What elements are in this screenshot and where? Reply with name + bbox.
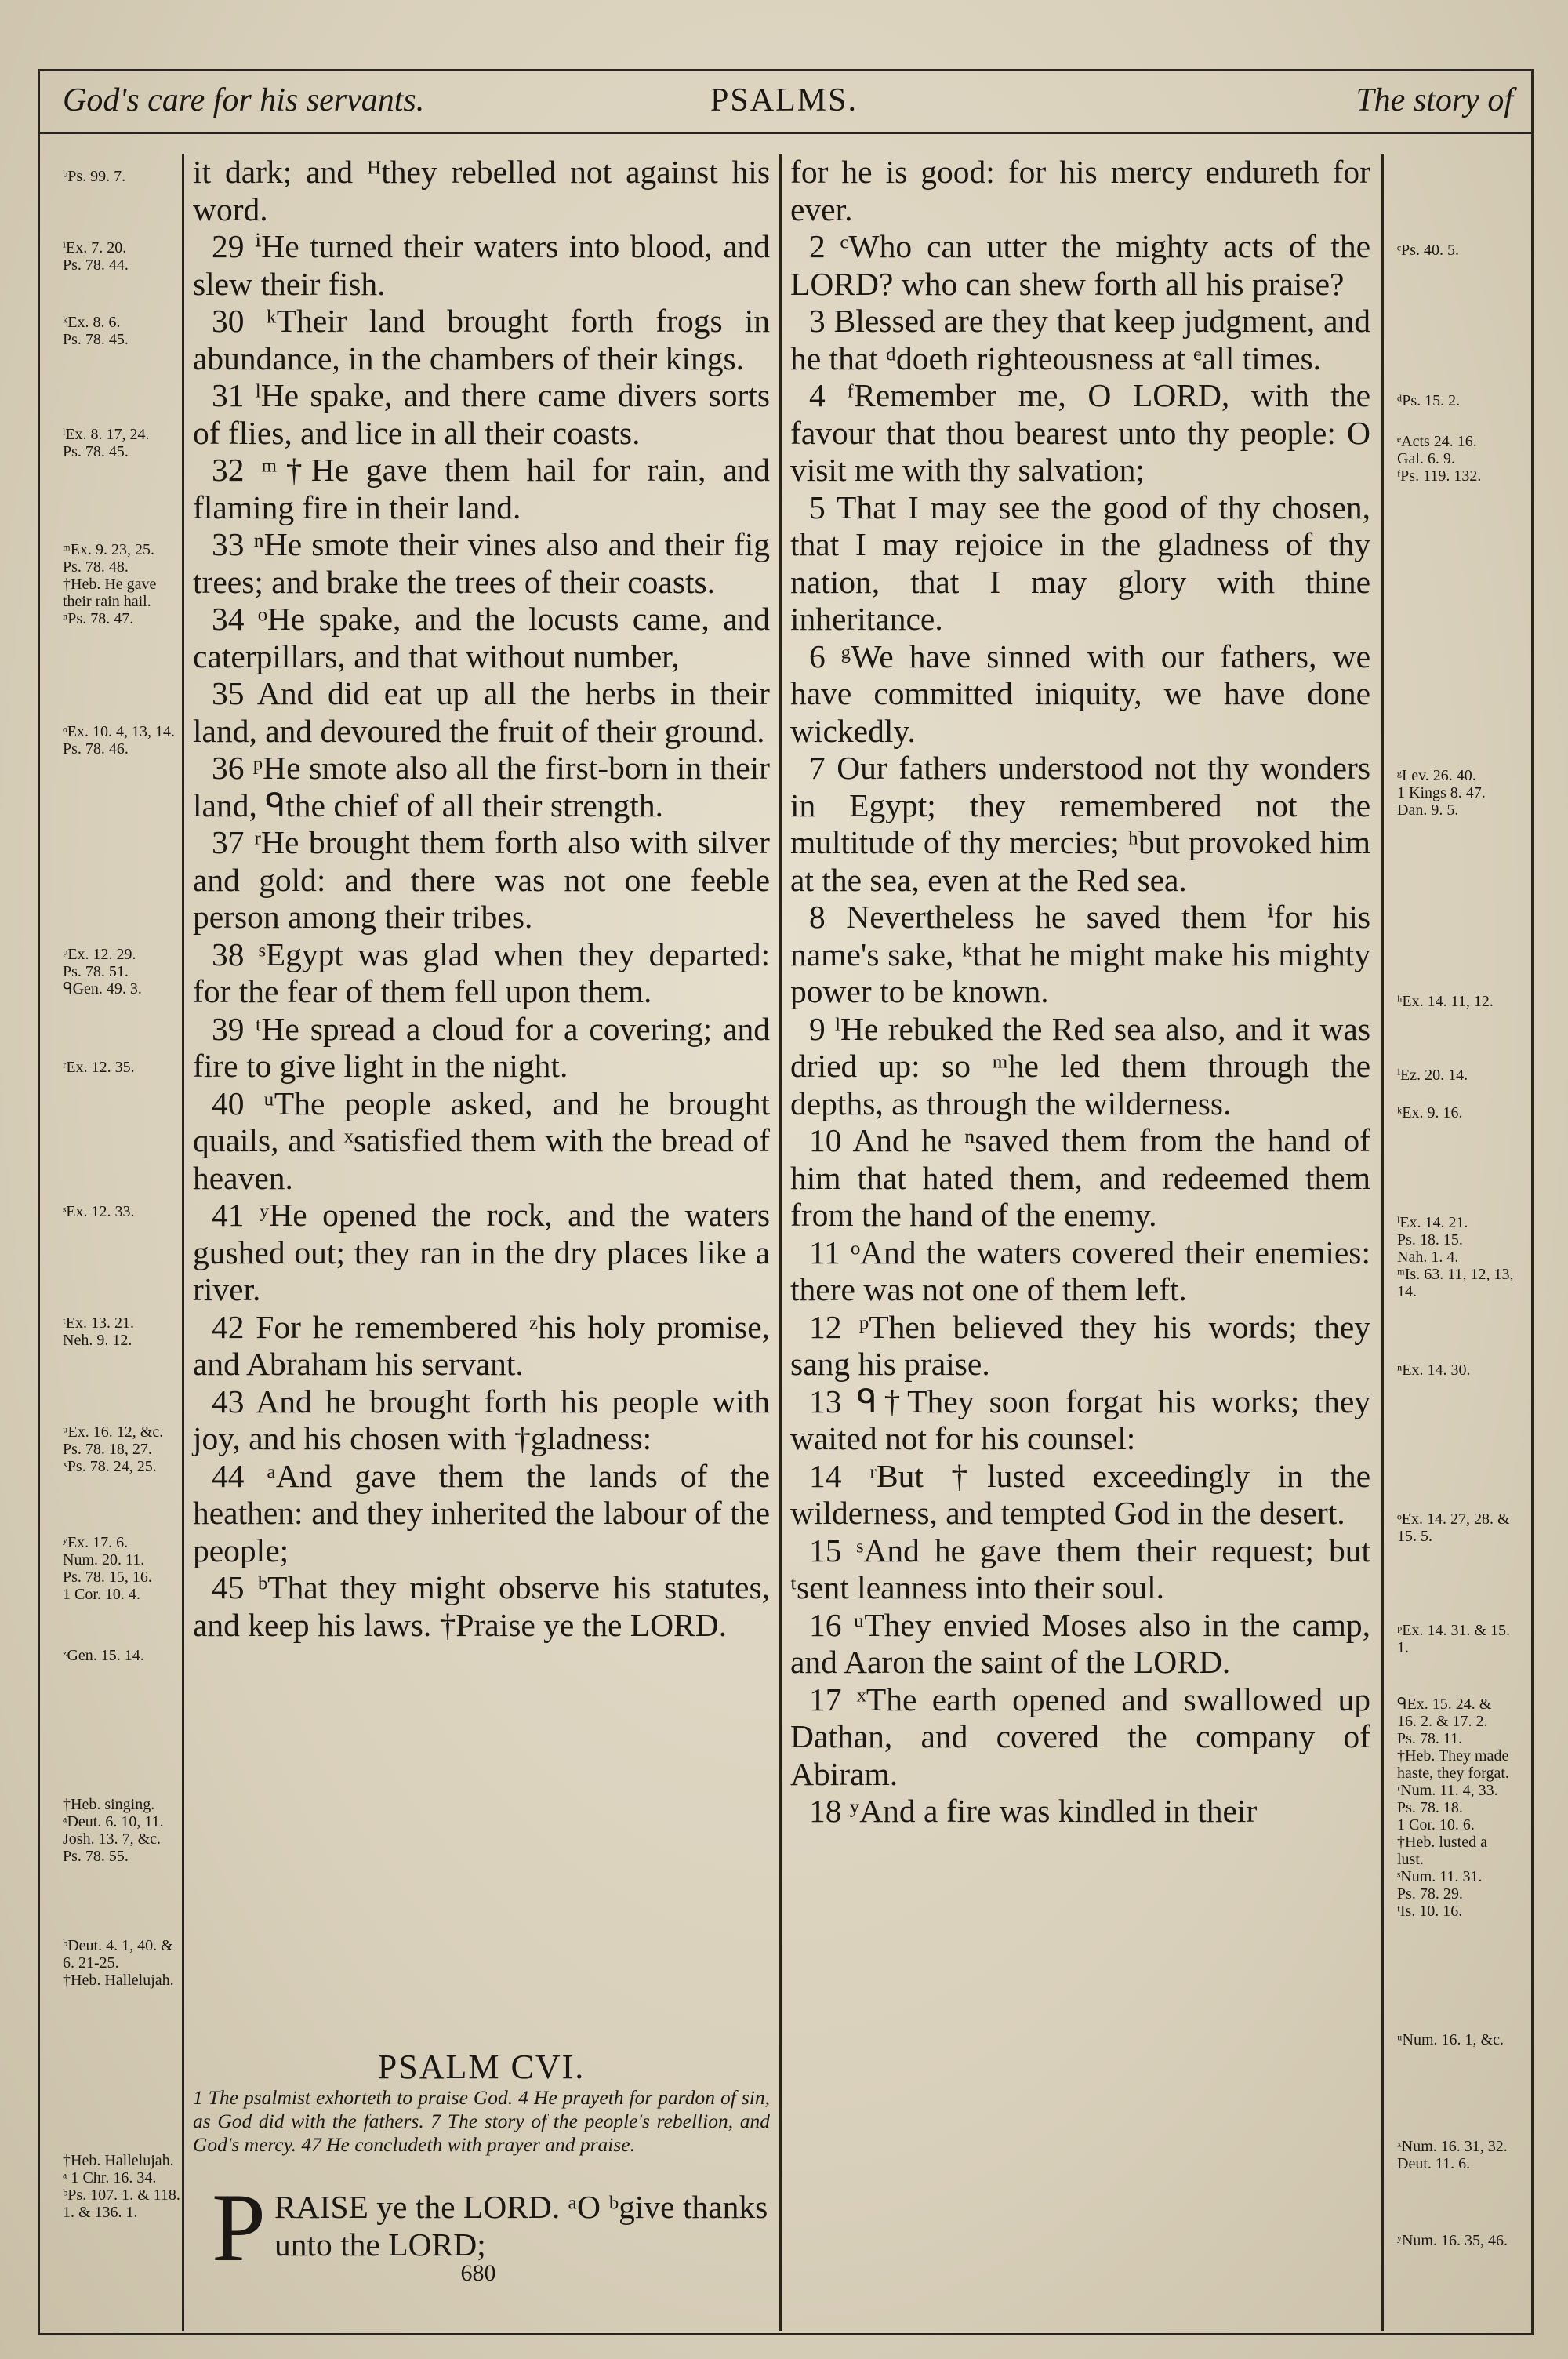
- cross-reference: ⁿEx. 14. 30.: [1397, 1361, 1471, 1379]
- left-text-column: [193, 154, 770, 1644]
- verse: 15 ˢAnd he gave them their request; but ᵗsent leanness into their soul.: [790, 1532, 1370, 1605]
- cross-reference: ᵐEx. 9. 23, 25. Ps. 78. 48. †Heb. He gave their rain hail. ⁿPs. 78. 47.: [63, 541, 157, 627]
- verse: 16 ᵘThey envied Moses also in the camp, and Aaron the saint of the LORD.: [790, 1606, 1370, 1680]
- cross-reference: †Heb. singing. ᵃDeut. 6. 10, 11. Josh. 13. 7, &c. Ps. 78. 55.: [63, 1796, 164, 1865]
- verse: 6 ᵍWe have sinned with our fathers, we have committed iniquity, we have done wickedly.: [790, 638, 1370, 749]
- verse: 30 ᵏTheir land brought forth frogs in abundance, in the chambers of their kings.: [193, 303, 770, 376]
- cross-reference: ʳEx. 12. 35.: [63, 1059, 135, 1076]
- verse: 41 ʸHe opened the rock, and the waters gushed out; they ran in the dry places like a river.: [193, 1197, 770, 1307]
- cross-reference: ᵇDeut. 4. 1, 40. & 6. 21-25. †Heb. Hallelujah.: [63, 1937, 174, 1989]
- left-margin-rule: [182, 154, 184, 2331]
- cross-reference: ᵒEx. 14. 27, 28. & 15. 5.: [1397, 1510, 1510, 1545]
- cross-reference: ˡEx. 14. 21. Ps. 18. 15. Nah. 1. 4. ᵐIs. 63. 11, 12, 13, 14.: [1397, 1214, 1514, 1300]
- verse: 11 ᵒAnd the waters covered their enemies: there was not one of them left.: [790, 1234, 1370, 1307]
- verse: 36 ᵖHe smote also all the first-born in their land, ᑫthe chief of all their strength.: [193, 750, 770, 823]
- cross-reference: ᑫEx. 15. 24. & 16. 2. & 17. 2. Ps. 78. 11. †Heb. They made haste, they forgat. ʳNum. 11. 4, 33. Ps. 78. 18. 1 Cor. 10. 6. †Heb. lusted a lust. ˢNum. 11. 31. Ps. 78. 29. ᵗIs. 10. 16.: [1397, 1696, 1509, 1920]
- verse: 2 ᶜWho can utter the mighty acts of the LORD? who can shew forth all his praise?: [790, 228, 1370, 302]
- page-number: 680: [460, 2260, 496, 2286]
- cross-reference: ᶜPs. 40. 5.: [1397, 242, 1460, 259]
- right-text-column: [790, 154, 1370, 1830]
- verse: 9 ˡHe rebuked the Red sea also, and it was dried up: so ᵐhe led them through the depths, as through the wilderness.: [790, 1010, 1370, 1121]
- verse: 13 ᑫ†They soon forgat his works; they waited not for his counsel:: [790, 1383, 1370, 1456]
- verse: 31 ˡHe spake, and there came divers sorts of flies, and lice in all their coasts.: [193, 377, 770, 451]
- verse: 45 ᵇThat they might observe his statutes, and keep his laws. †Praise ye the LORD.: [193, 1569, 770, 1643]
- verse: 42 For he remembered ᶻhis holy promise, and Abraham his servant.: [193, 1308, 770, 1382]
- verse: 43 And he brought forth his people with joy, and his chosen with †gladness:: [193, 1383, 770, 1456]
- verse: 10 And he ⁿsaved them from the hand of him that hated them, and redeemed them from the hand of the enemy.: [790, 1122, 1370, 1233]
- verse: for he is good: for his mercy endureth for ever.: [790, 154, 1370, 227]
- cross-reference: ᵒEx. 10. 4, 13, 14. Ps. 78. 46.: [63, 723, 175, 758]
- verse: 29 ⁱHe turned their waters into blood, and slew their fish.: [193, 228, 770, 302]
- cross-reference: ᵗEx. 13. 21. Neh. 9. 12.: [63, 1314, 135, 1349]
- column-divider: [779, 154, 782, 2331]
- verse: 14 ʳBut †lusted exceedingly in the wilderness, and tempted God in the desert.: [790, 1457, 1370, 1531]
- cross-reference: ⁱEx. 7. 20. Ps. 78. 44.: [63, 239, 129, 274]
- cross-reference: ᵖEx. 14. 31. & 15. 1.: [1397, 1622, 1510, 1656]
- verse: 18 ʸAnd a fire was kindled in their: [809, 1793, 1258, 1829]
- cross-reference: ᵇPs. 99. 7.: [63, 168, 126, 185]
- cross-reference: ʸEx. 17. 6. Num. 20. 11. Ps. 78. 15, 16. 1 Cor. 10. 4.: [63, 1534, 152, 1603]
- verse: 7 Our fathers understood not thy wonders in Egypt; they remembered not the multitude of thy mercies; ʰbut provoked him at the sea, even at the Red sea.: [790, 750, 1370, 898]
- cross-reference: ʰEx. 14. 11, 12.: [1397, 993, 1494, 1010]
- verse: 5 That I may see the good of thy chosen, that I may rejoice in the gladness of thy nation, that I may glory with thine inheritance.: [790, 489, 1370, 637]
- verse: 44 ᵃAnd gave them the lands of the heathen: and they inherited the labour of the people;: [193, 1457, 770, 1568]
- verse: 38 ˢEgypt was glad when they departed: for the fear of them fell upon them.: [193, 936, 770, 1009]
- header-rule: [38, 132, 1534, 134]
- cross-reference: ᵘEx. 16. 12, &c. Ps. 78. 18, 27. ˣPs. 78. 24, 25.: [63, 1423, 164, 1475]
- verse: it dark; and ᴴthey rebelled not against his word.: [193, 154, 770, 227]
- psalm-opening-verse: RAISE ye the LORD. ᵃO ᵇgive thanks unto the LORD;: [274, 2189, 768, 2263]
- drop-cap: P: [212, 2174, 266, 2281]
- cross-reference: ⁱEz. 20. 14.: [1397, 1067, 1468, 1084]
- cross-reference: ᵖEx. 12. 29. Ps. 78. 51. ᑫGen. 49. 3.: [63, 946, 142, 998]
- verse: 17 ˣThe earth opened and swallowed up Dathan, and covered the company of Abiram.: [790, 1681, 1370, 1792]
- cross-reference: ʸNum. 16. 35, 46.: [1397, 2232, 1508, 2249]
- verse: 33 ⁿHe smote their vines also and their fig trees; and brake the trees of their coasts.: [193, 526, 770, 600]
- running-head-right: The story of: [1356, 82, 1513, 118]
- psalm-title: PSALM CVI.: [377, 2048, 586, 2086]
- book-title: PSALMS.: [710, 82, 858, 118]
- cross-reference: ᵏEx. 8. 6. Ps. 78. 45.: [63, 314, 129, 348]
- cross-reference: ᵍLev. 26. 40. 1 Kings 8. 47. Dan. 9. 5.: [1397, 767, 1486, 819]
- verse: 12 ᵖThen believed they his words; they sang his praise.: [790, 1308, 1370, 1382]
- right-margin-rule: [1381, 154, 1384, 2331]
- verse: 37 ʳHe brought them forth also with silver and gold: and there was not one feeble person among their tribes.: [193, 824, 770, 935]
- verse: 40 ᵘThe people asked, and he brought quails, and ˣsatisfied them with the bread of heaven.: [193, 1085, 770, 1196]
- running-head-left: God's care for his servants.: [63, 82, 425, 118]
- cross-reference: ᵏEx. 9. 16.: [1397, 1104, 1463, 1121]
- verse: 32 ᵐ†He gave them hail for rain, and flaming fire in their land.: [193, 452, 770, 525]
- verse: 8 Nevertheless he saved them ⁱfor his name's sake, ᵏthat he might make his mighty power to be known.: [790, 899, 1370, 1009]
- verse: 3 Blessed are they that keep judgment, and he that ᵈdoeth righteousness at ᵉall times.: [790, 303, 1370, 376]
- cross-reference: ˣNum. 16. 31, 32. Deut. 11. 6.: [1397, 2138, 1508, 2172]
- cross-reference: ᵘNum. 16. 1, &c.: [1397, 2031, 1504, 2048]
- cross-reference: ˡEx. 8. 17, 24. Ps. 78. 45.: [63, 426, 150, 460]
- verse: 35 And did eat up all the herbs in their land, and devoured the fruit of their ground.: [193, 675, 770, 749]
- cross-reference: ᵉActs 24. 16. Gal. 6. 9. ᶠPs. 119. 132.: [1397, 433, 1482, 485]
- verse: 34 ᵒHe spake, and the locusts came, and caterpillars, and that without number,: [193, 601, 770, 674]
- cross-reference: ᶻGen. 15. 14.: [63, 1647, 144, 1664]
- cross-reference: †Heb. Hallelujah. ᵃ 1 Chr. 16. 34. ᵇPs. 107. 1. & 118. 1. & 136. 1.: [63, 2152, 180, 2221]
- cross-reference: ᵈPs. 15. 2.: [1397, 392, 1461, 409]
- verse: 4 ᶠRemember me, O LORD, with the favour that thou bearest unto thy people: O visit me with thy salvation;: [790, 377, 1370, 488]
- psalm-summary: 1 The psalmist exhorteth to praise God. 4 He prayeth for pardon of sin, as God did with the fathers. 7 The story of the people's rebellion, and God's mercy. 47 He concludeth with prayer and praise.: [193, 2086, 770, 2156]
- verse: 39 ᵗHe spread a cloud for a covering; and fire to give light in the night.: [193, 1010, 770, 1084]
- cross-reference: ˢEx. 12. 33.: [63, 1203, 135, 1220]
